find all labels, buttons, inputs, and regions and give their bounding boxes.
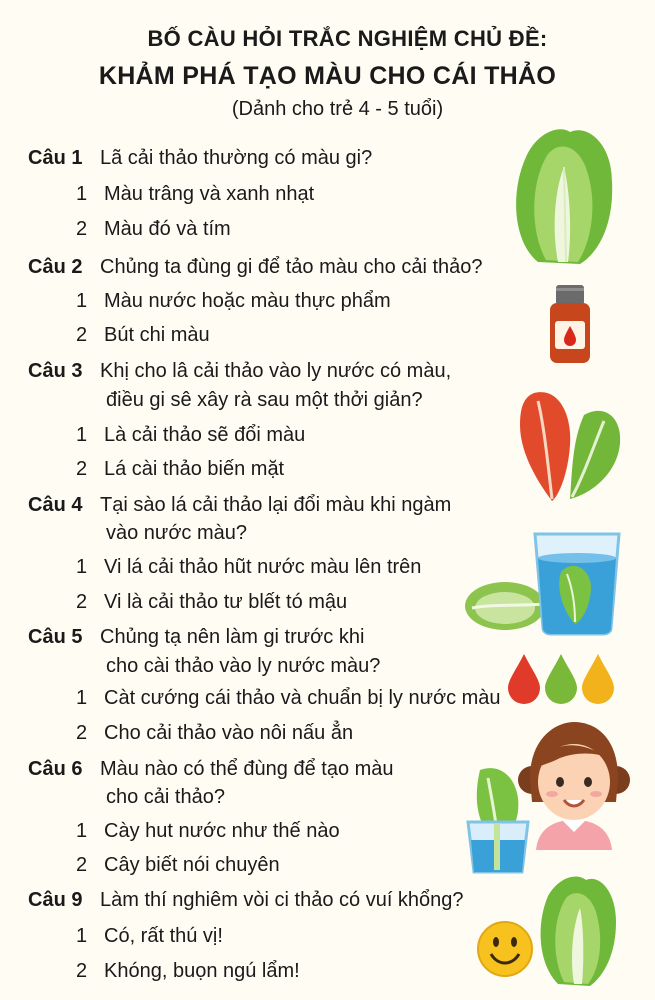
answer-6-2	[76, 854, 280, 877]
food-coloring-bottle-icon	[546, 283, 594, 365]
question-5	[28, 626, 364, 649]
answer-text: Có, rất thú vị!	[104, 925, 223, 947]
answer-number: 1	[76, 290, 88, 312]
question-label: Câu 9	[28, 889, 83, 911]
answer-5-2	[76, 722, 353, 745]
answer-9-1	[76, 925, 223, 948]
answer-text: Lá cài thảo biến mặt	[104, 458, 285, 480]
answer-number: 2	[76, 218, 88, 240]
answer-number: 1	[76, 183, 88, 205]
question-6	[28, 758, 394, 781]
answer-text: Màu nước hoặc màu thực phẩm	[104, 290, 391, 312]
answer-1-1	[76, 183, 314, 206]
question-label: Câu 4	[28, 494, 83, 516]
answer-2-2	[76, 324, 210, 347]
question-4	[28, 494, 451, 517]
question-text: Chủng tạ nên làm gi trước khi	[100, 626, 365, 648]
question-5-line-2: cho cài thảo vào ly nước màu?	[106, 655, 381, 677]
smiley-face-icon	[476, 920, 534, 978]
dye-drops-icon	[504, 652, 618, 706]
question-label: Câu 3	[28, 360, 83, 382]
answer-number: 2	[76, 591, 88, 613]
title-line-2: KHẢM PHÁ TẠO MÀU CHO CÁI THẢO	[98, 62, 557, 90]
answer-text: Là cải thảo sẽ đổi màu	[104, 424, 306, 446]
cabbage-icon	[534, 872, 618, 988]
answer-text: Cày hut nước như thế nào	[104, 820, 340, 842]
question-3	[28, 360, 451, 383]
answer-number: 1	[76, 556, 88, 578]
answer-number: 1	[76, 820, 88, 842]
cabbage-icon	[508, 122, 618, 267]
question-4-line-2: vào nước màu?	[106, 522, 248, 544]
answer-number: 2	[76, 854, 88, 876]
question-text: Tại sào lá cải thảo lại đổi màu khi ngàm	[100, 494, 452, 516]
answer-number: 1	[76, 687, 88, 709]
question-3-line-2: điều gi sê xây rà sau một thởi giản?	[106, 389, 423, 411]
answer-text: Càt cướng cái thảo và chuẩn bị ly nước màu	[104, 687, 501, 709]
answer-number: 2	[76, 960, 88, 982]
answer-text: Màu đó và tím	[104, 218, 231, 240]
answer-4-1	[76, 556, 421, 579]
question-label: Câu 2	[28, 256, 83, 278]
question-9	[28, 889, 464, 912]
answer-3-1	[76, 424, 305, 447]
colored-leaves-icon	[514, 385, 624, 505]
answer-text: Cây biết nói chuyên	[104, 854, 280, 876]
title-line-1: BỐ CÀU HỎI TRẮC NGHIỆM CHỦ ĐỀ:	[147, 26, 548, 51]
question-text: Khị cho lâ cải thảo vào ly nước có màu,	[100, 360, 452, 382]
answer-number: 2	[76, 722, 88, 744]
answer-6-1	[76, 820, 340, 843]
answer-text: Bút chi màu	[104, 324, 210, 346]
answer-text: Cho cải thảo vào nôi nấu ẳn	[104, 722, 354, 744]
cabbage-in-glass-icon	[462, 764, 534, 876]
question-label: Câu 1	[28, 147, 83, 169]
answer-4-2	[76, 591, 347, 614]
answer-text: Vi là cải thảo tư blết tó mậu	[104, 591, 348, 613]
question-1	[28, 147, 372, 170]
question-text: Làm thí nghiêm vòi ci thảo có vuí khổng?	[100, 889, 464, 911]
glass-water-leaf-icon	[531, 524, 623, 636]
question-text: Lã cải thảo thường có màu gi?	[100, 147, 373, 169]
answer-number: 2	[76, 324, 88, 346]
answer-1-2	[76, 218, 231, 241]
question-text: Màu nào có thể đùng để tạo màu	[100, 758, 394, 780]
answer-number: 2	[76, 458, 88, 480]
subtitle: (Dảnh cho trẻ 4 - 5 tuổi)	[231, 98, 444, 120]
answer-number: 1	[76, 424, 88, 446]
answer-text: Khóng, buọn ngú lẩm!	[104, 960, 300, 982]
answer-5-1	[76, 687, 501, 710]
answer-number: 1	[76, 925, 88, 947]
question-text: Chủng ta đùng gi để tảo màu cho cải thảo?	[100, 256, 483, 278]
question-2	[28, 256, 483, 279]
answer-text: Màu trâng và xanh nhạt	[104, 183, 315, 205]
answer-text: Vi lá cải thảo hũt nước màu lên trên	[104, 556, 422, 578]
answer-9-2	[76, 960, 300, 983]
question-label: Câu 6	[28, 758, 83, 780]
answer-3-2	[76, 458, 284, 481]
question-label: Câu 5	[28, 626, 83, 648]
question-6-line-2: cho cải thảo?	[106, 786, 225, 808]
answer-2-1	[76, 290, 391, 313]
